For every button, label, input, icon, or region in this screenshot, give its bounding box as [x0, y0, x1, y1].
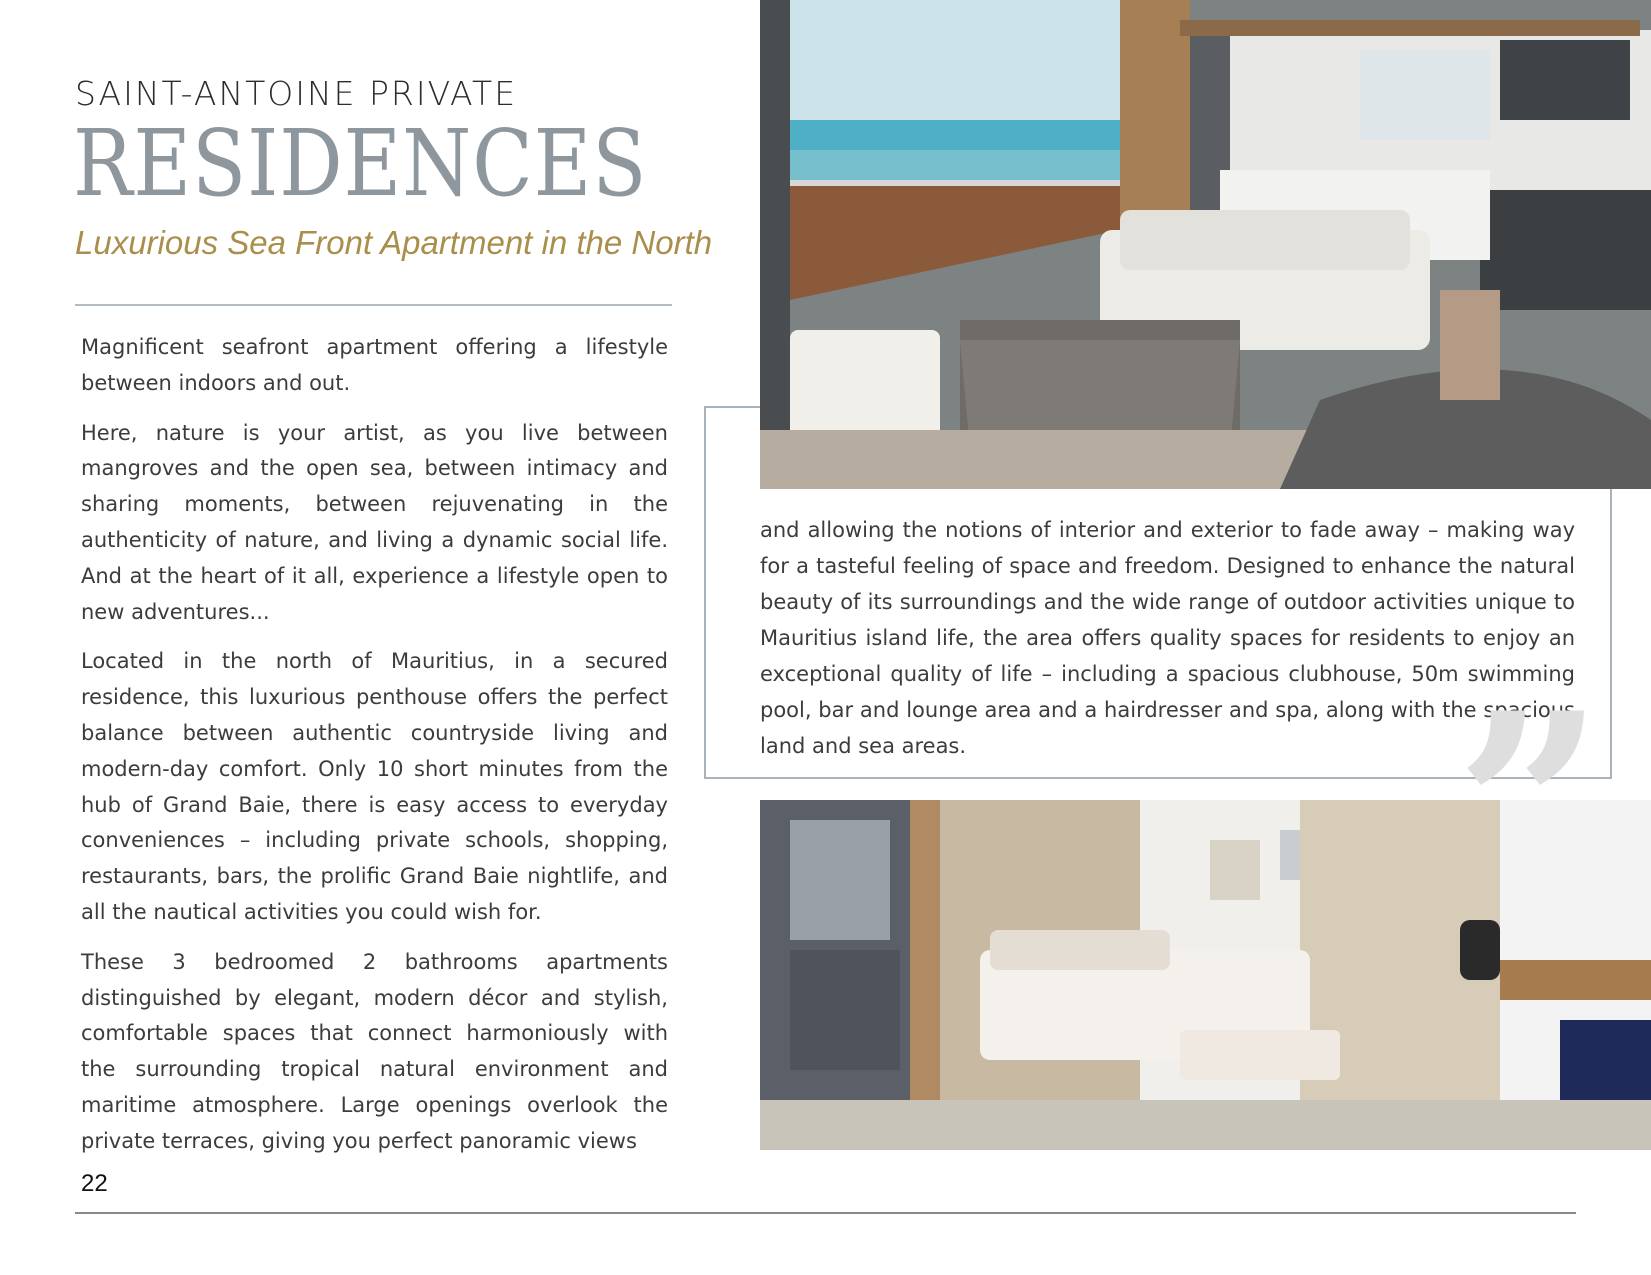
paragraph-intro: Magnificent seafront apartment offering a lifestyle between indoors and out. — [81, 335, 668, 395]
page-subtitle: Luxurious Sea Front Apartment in the North — [75, 224, 713, 261]
footer-divider — [75, 1212, 1576, 1214]
paragraph-apartments: These 3 bedroomed 2 bathrooms apartments distinguished by elegant, modern décor and stylish, comfortable spaces that connect harmoniously with the surrounding tropical natural environment and maritime atmosphere. Large openings overlook the private terraces, giving you perfect panoramic views — [81, 949, 668, 1153]
page-title: RESIDENCES — [73, 110, 648, 217]
right-text-column: and allowing the notions of interior and exterior to fade away – making way for a tasteful feeling of space and freedom. Designed to enhance the natural beauty of its surroundings and the wide range of outdoor activities unique to Mauritius island life, the area offers quality spaces for residents to enjoy an exceptional quality of life – including a spacious clubhouse, 50m swimming pool, bar and lounge area and a hairdresser and spa, along with the spacious land and sea areas. — [760, 518, 1575, 758]
bedroom-photo — [760, 800, 1651, 1150]
page-kicker: SAINT-ANTOINE PRIVATE — [75, 74, 518, 113]
paragraph-location: Located in the north of Mauritius, in a secured residence, this luxurious penthouse offers the perfect balance between authentic countryside living and modern-day comfort. Only 10 short minutes from the hub of Grand Baie, there is easy access to everyday conveniences – including private schools, shopping, restaurants, bars, the prolific Grand Baie nightlife, and all the nautical activities you could wish for. — [81, 649, 668, 924]
page-number: 22 — [81, 1170, 108, 1197]
title-divider — [75, 304, 672, 306]
living-room-photo — [760, 0, 1651, 489]
paragraph-nature: Here, nature is your artist, as you live between mangroves and the open sea, between intimacy and sharing moments, between rejuvenating in the authenticity of nature, and living a dynamic social life. And at the heart of it all, experience a lifestyle open to new adventures... — [81, 420, 668, 624]
left-text-column — [81, 330, 668, 1160]
